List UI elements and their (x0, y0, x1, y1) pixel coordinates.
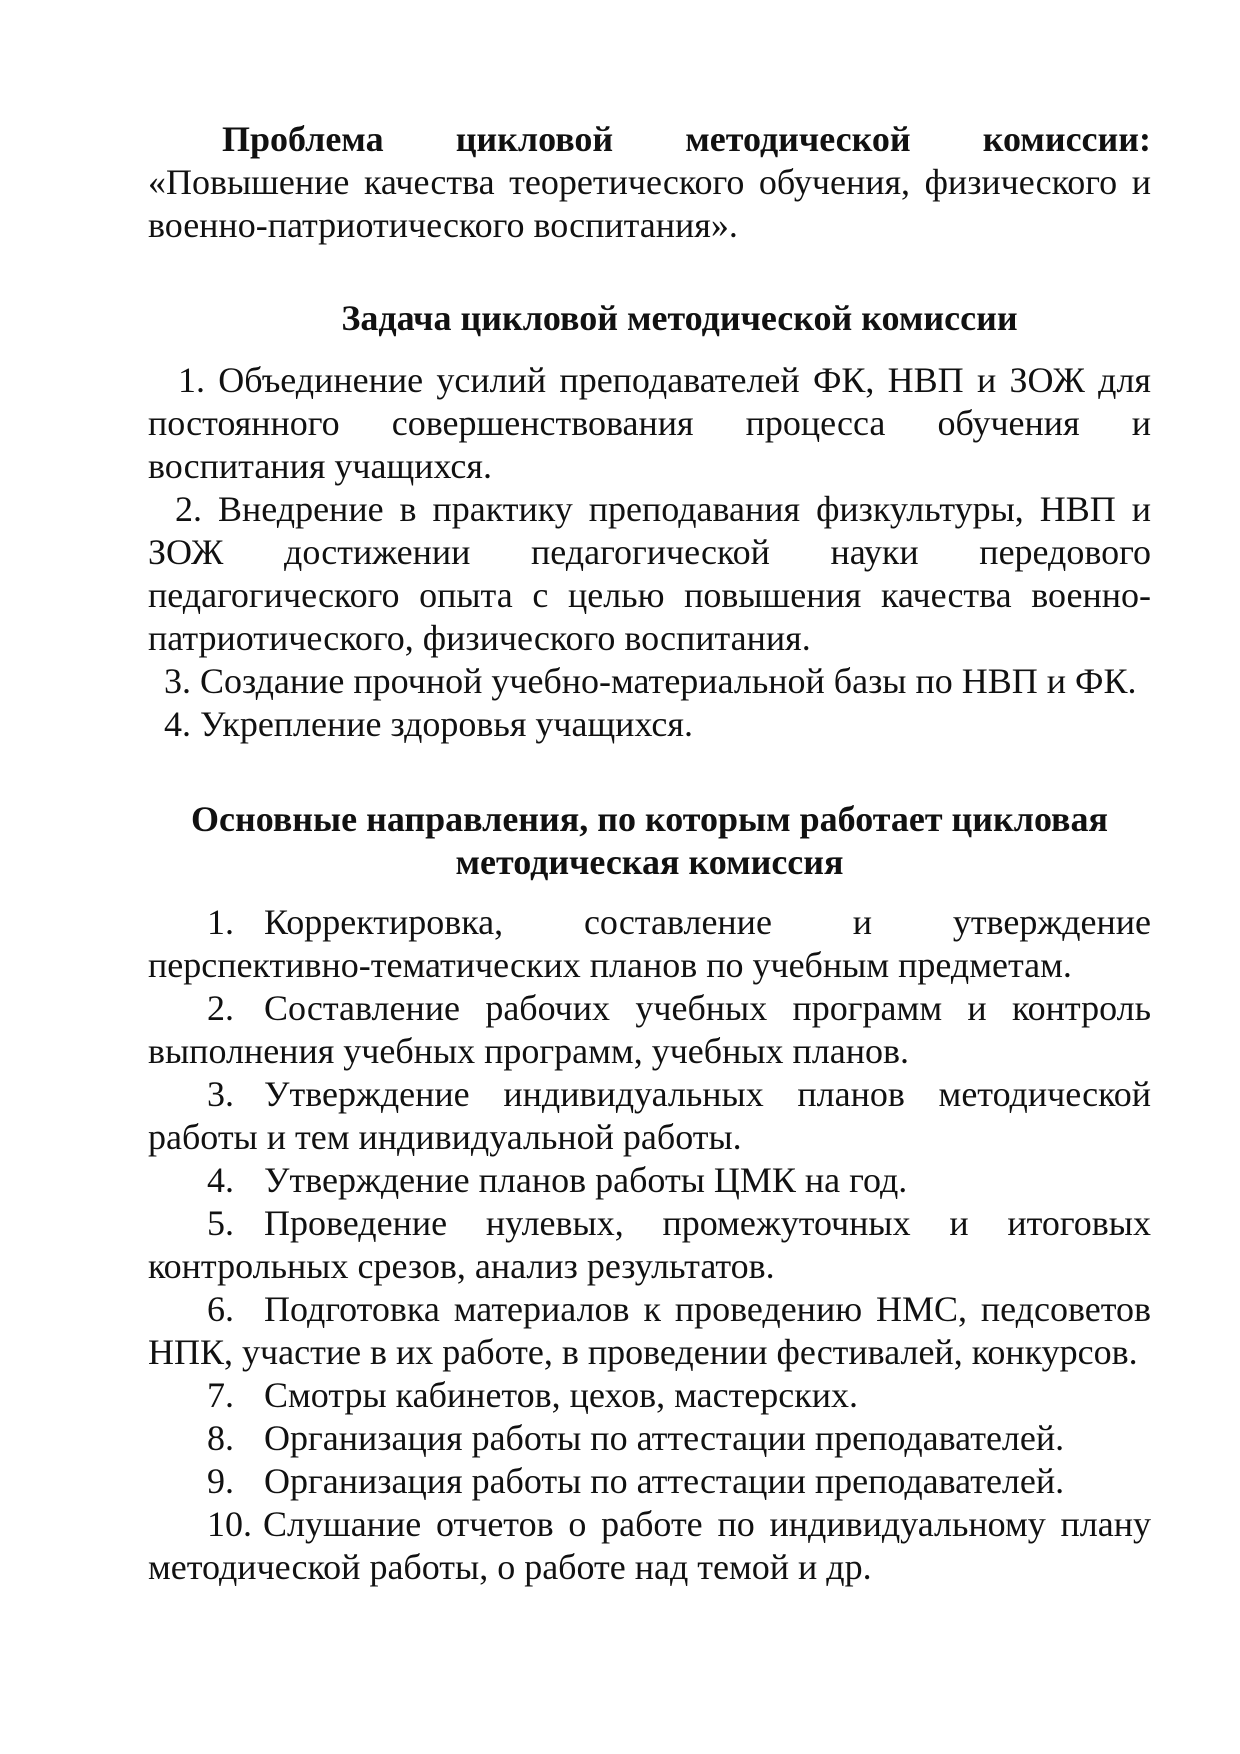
item-number: 4. (207, 1160, 234, 1200)
direction-item (148, 987, 1151, 1073)
item-text: Организация работы по аттестации преподавателей. (264, 1418, 1065, 1458)
direction-item (148, 1503, 1151, 1589)
direction-item (148, 1202, 1151, 1288)
document-page (148, 118, 1151, 1589)
problem-heading-word: цикловой (455, 119, 614, 159)
direction-item (148, 1460, 1151, 1503)
task-item: 4. Укрепление здоровья учащихся. (164, 704, 693, 744)
direction-item (148, 1417, 1151, 1460)
problem-heading-word: Проблема (222, 119, 384, 159)
item-number: 2. (207, 988, 234, 1028)
item-number: 7. (207, 1375, 234, 1415)
item-number: 10. (207, 1504, 252, 1544)
direction-item (148, 1374, 1151, 1417)
tasks-list (148, 359, 1151, 746)
item-text: Смотры кабинетов, цехов, мастерских. (264, 1375, 859, 1415)
item-text: Организация работы по аттестации преподавателей. (264, 1461, 1065, 1501)
problem-heading (148, 118, 1151, 161)
task-item: 1. Объединение усилий преподавателей ФК, НВП и ЗОЖ для постоянного совершенствования процесса обучения и воспитания учащихся. (148, 360, 1151, 486)
item-text: Утверждение планов работы ЦМК на год. (264, 1160, 908, 1200)
item-text: Проведение нулевых, промежуточных и итоговых контрольных срезов, анализ результатов. (148, 1203, 1151, 1286)
item-text: Корректировка, составление и утверждение перспективно-тематических планов по учебным предметам. (148, 902, 1151, 985)
item-number: 9. (207, 1461, 234, 1501)
item-text: Слушание отчетов о работе по индивидуальному плану методической работы, о работе над темой и др. (148, 1504, 1151, 1587)
item-number: 5. (207, 1203, 234, 1243)
directions-heading-line: Основные направления, по которым работает цикловая (191, 799, 1108, 839)
item-number: 3. (207, 1074, 234, 1114)
item-text: Составление рабочих учебных программ и контроль выполнения учебных программ, учебных планов. (148, 988, 1151, 1071)
item-text: Утверждение индивидуальных планов методической работы и тем индивидуальной работы. (148, 1074, 1151, 1157)
item-number: 6. (207, 1289, 234, 1329)
problem-heading-word: комиссии: (982, 119, 1151, 159)
item-text: Подготовка материалов к проведению НМС, педсоветов НПК, участие в их работе, в проведении фестивалей, конкурсов. (148, 1289, 1151, 1372)
item-number: 8. (207, 1418, 234, 1458)
direction-item (148, 1073, 1151, 1159)
task-item: 3. Создание прочной учебно-материальной базы по НВП и ФК. (164, 661, 1137, 701)
direction-item (148, 1159, 1151, 1202)
direction-item (148, 1288, 1151, 1374)
task-item: 2. Внедрение в практику преподавания физкультуры, НВП и ЗОЖ достижении педагогической науки передового педагогического опыта с целью повышения качества военно-патриотического, физического воспитания. (148, 489, 1151, 658)
directions-list (148, 901, 1151, 1589)
direction-item (148, 901, 1151, 987)
problem-text: «Повышение качества теоретического обучения, физического и военно-патриотического воспитания». (148, 162, 1151, 245)
directions-heading (148, 798, 1151, 884)
directions-heading-line: методическая комиссия (455, 842, 844, 882)
tasks-heading: Задача цикловой методической комиссии (341, 298, 1018, 338)
problem-section (148, 118, 1151, 247)
problem-heading-word: методической (685, 119, 911, 159)
item-number: 1. (207, 902, 234, 942)
